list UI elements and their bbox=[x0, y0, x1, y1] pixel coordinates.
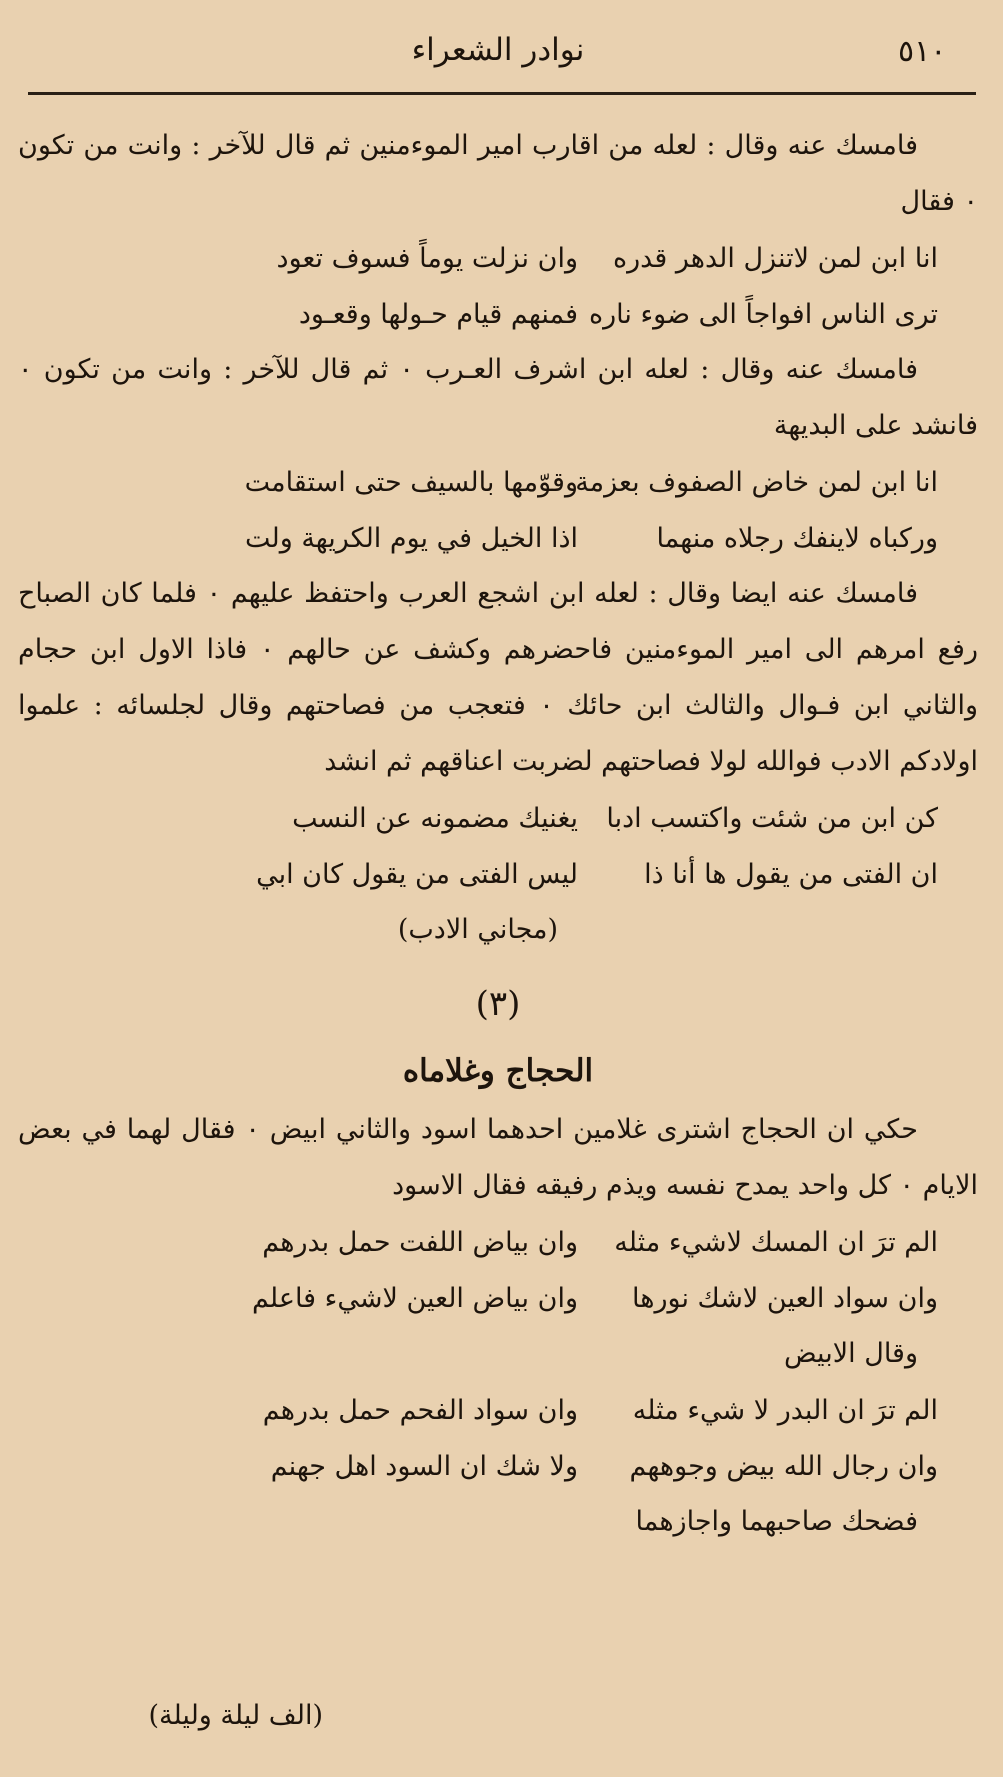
paragraph: فامسك عنه وقال : لعله من اقارب امير الموءمنين ثم قال للآخر : وانت من تكون ٠ فقال bbox=[18, 130, 978, 217]
verse-second-hemistich: اذا الخيل في يوم الكريهة ولت bbox=[244, 522, 578, 554]
page-body bbox=[18, 118, 978, 1550]
verse-first-hemistich: ان الفتى من يقول ها أنا ذا bbox=[644, 858, 938, 890]
verse-first-hemistich: الم ترَ ان المسك لاشيء مثله bbox=[614, 1226, 938, 1258]
verse-first-hemistich: ترى الناس افواجاً الى ضوء ناره bbox=[588, 298, 938, 330]
verse-line bbox=[18, 510, 978, 566]
verse-first-hemistich: وركباه لاينفك رجلاه منهما bbox=[656, 522, 938, 554]
verse-line bbox=[18, 230, 978, 286]
verse-second-hemistich: وان سواد الفحم حمل بدرهم bbox=[262, 1394, 578, 1426]
paragraph: فامسك عنه ايضا وقال : لعله ابن اشجع العرب واحتفظ عليهم ٠ فلما كان الصباح رفع امرهم الى امير الموءمنين فاحضرهم وكشف عن حالهم ٠ فاذا الاول ابن حجام والثاني ابن فـوال والثالث ابن حائك ٠ فتعجب من فصاحتهم وقال لجلسائه : علموا اولادكم الادب فوالله لولا فصاحتهم لضربت اعناقهم ثم انشد bbox=[18, 578, 978, 777]
verse-second-hemistich: يغنيك مضمونه عن النسب bbox=[292, 802, 578, 834]
page-header bbox=[28, 22, 978, 82]
source-citation: (الف ليلة وليلة) bbox=[148, 1700, 323, 1731]
header-rule bbox=[28, 92, 976, 95]
verse-line bbox=[18, 1270, 978, 1326]
paragraph: حكي ان الحجاج اشترى غلامين احدهما اسود والثاني ابيض ٠ فقال لهما في بعض الايام ٠ كل واحد يمدح نفسه ويذم رفيقه فقال الاسود bbox=[18, 1114, 978, 1201]
verse-second-hemistich: وقوّمها بالسيف حتى استقامت bbox=[244, 466, 578, 498]
verse-second-hemistich: وان بياض العين لاشيء فاعلم bbox=[251, 1282, 578, 1314]
verse-line bbox=[18, 790, 978, 846]
verse-line bbox=[18, 1214, 978, 1270]
verse-first-hemistich: كن ابن من شئت واكتسب ادبا bbox=[606, 802, 938, 834]
verse-first-hemistich: انا ابن لمن خاض الصفوف بعزمة bbox=[575, 466, 938, 498]
verse-first-hemistich: وان سواد العين لاشك نورها bbox=[632, 1282, 938, 1314]
verse-line bbox=[18, 454, 978, 510]
verse-second-hemistich: فمنهم قيام حـولها وقعـود bbox=[298, 298, 578, 330]
running-title: نوادر الشعراء bbox=[411, 32, 585, 68]
verse-first-hemistich: انا ابن لمن لاتنزل الدهر قدره bbox=[613, 242, 938, 274]
verse-line bbox=[18, 846, 978, 902]
verse-second-hemistich: وان بياض اللفت حمل بدرهم bbox=[262, 1226, 578, 1258]
verse-second-hemistich: ليس الفتى من يقول كان ابي bbox=[256, 858, 578, 890]
verse-line bbox=[18, 286, 978, 342]
verse-second-hemistich: ولا شك ان السود اهل جهنم bbox=[270, 1450, 578, 1482]
section-number: (٣) bbox=[475, 984, 521, 1024]
verse-line bbox=[18, 1438, 978, 1494]
source-citation: (مجاني الادب) bbox=[397, 914, 558, 945]
verse-line bbox=[18, 1382, 978, 1438]
page-number: ٥١٠ bbox=[898, 34, 947, 69]
verse-first-hemistich: الم ترَ ان البدر لا شيء مثله bbox=[632, 1394, 938, 1426]
paragraph: فامسك عنه وقال : لعله ابن اشرف العـرب ٠ ثم قال للآخر : وانت من تكون ٠ فانشد على البديهة bbox=[18, 354, 978, 441]
verse-first-hemistich: وان رجال الله بيض وجوههم bbox=[629, 1450, 938, 1482]
section-title: الحجاج وغلاماه bbox=[402, 1053, 594, 1089]
verse-second-hemistich: وان نزلت يوماً فسوف تعود bbox=[276, 242, 578, 274]
closing-line: فضحك صاحبهما واجازهما bbox=[635, 1506, 918, 1537]
speaker-line: وقال الابيض bbox=[783, 1338, 918, 1369]
